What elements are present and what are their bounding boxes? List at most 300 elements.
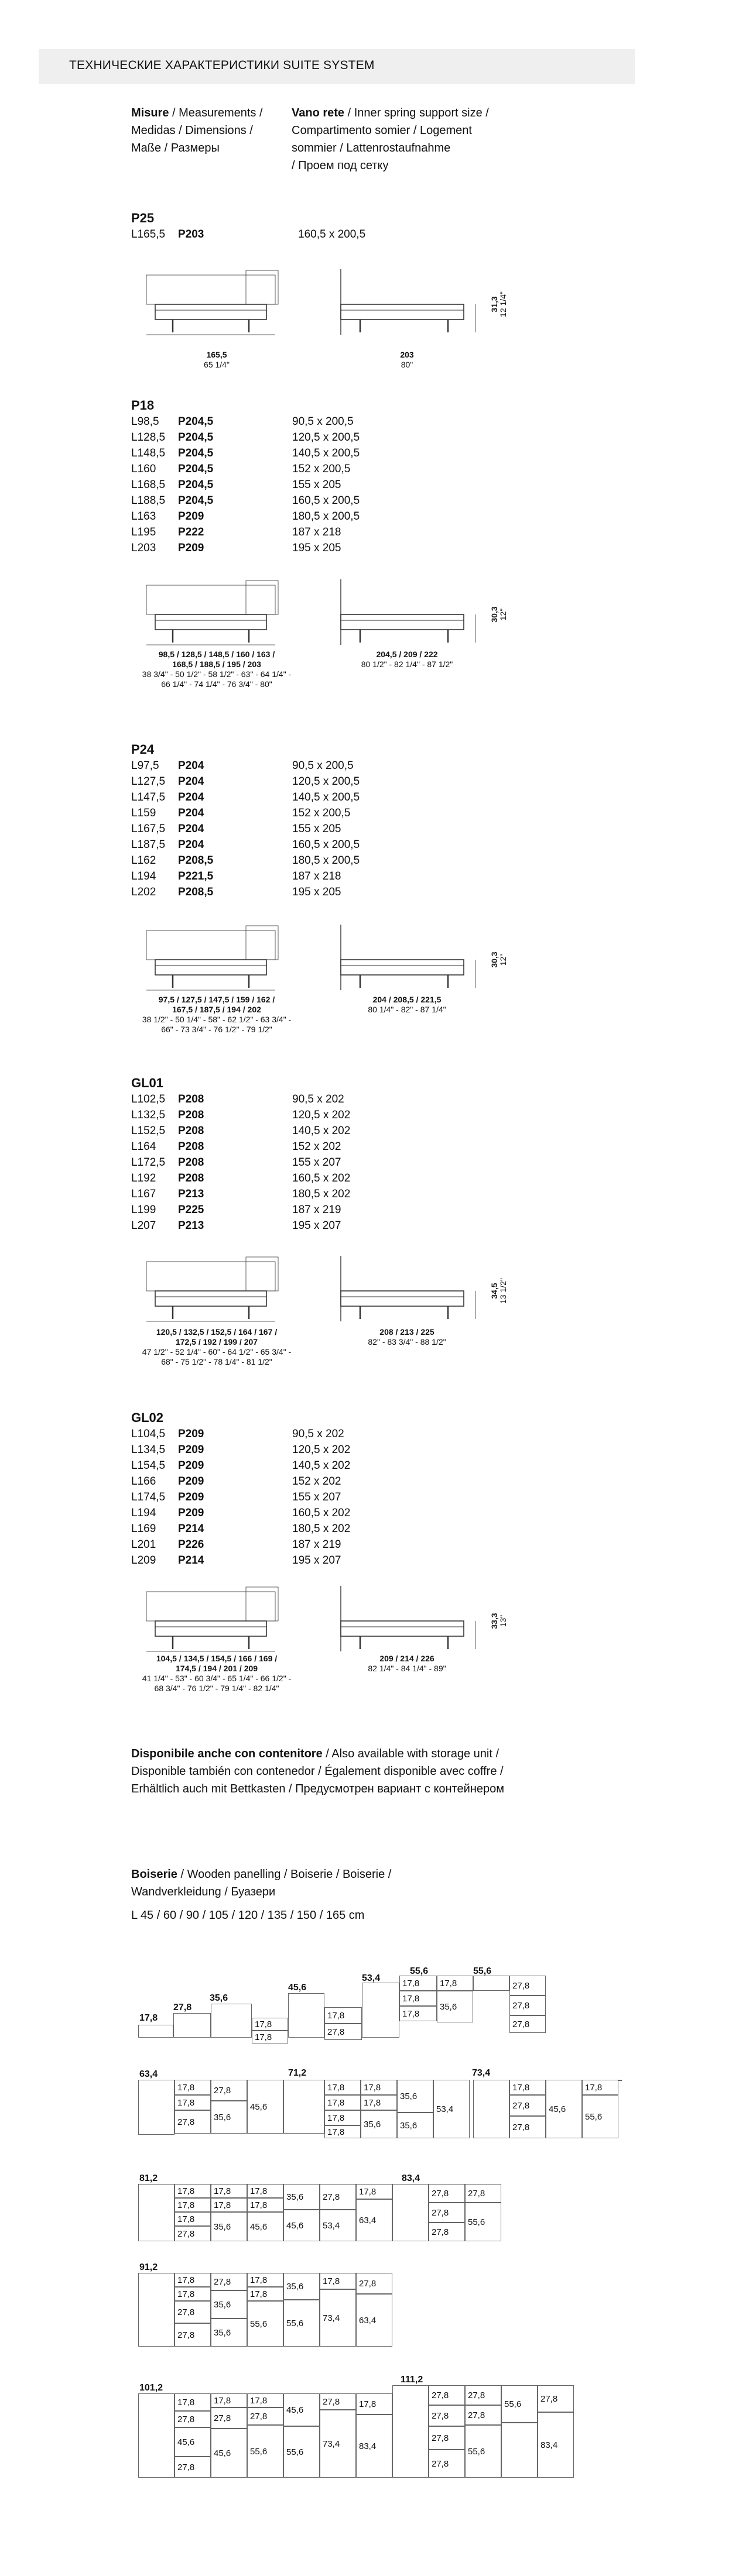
depth-value: P214 <box>178 1523 204 1535</box>
caption-line: 38 1/2" - 50 1/4" - 58" - 62 1/2" - 63 3/4" - <box>142 1015 292 1024</box>
grid-cell: 35,6 <box>211 2290 247 2319</box>
caption-line: 12 1/4" <box>498 291 508 317</box>
depth-value: P208 <box>178 1093 204 1105</box>
grid-cell: 17,8 <box>356 2393 392 2414</box>
caption-line: 165,5 <box>206 350 227 359</box>
length-value: L209 <box>131 1554 156 1567</box>
side-dimension-caption <box>328 1654 486 1674</box>
dimension-row <box>131 1125 424 1139</box>
grid-cell <box>283 2080 324 2134</box>
model-title: P18 <box>131 398 155 413</box>
depth-value: P225 <box>178 1204 204 1216</box>
spring-size-value: 120,5 x 200,5 <box>292 431 360 444</box>
grid-cell: 27,8 <box>211 2273 247 2290</box>
depth-value: P208 <box>178 1141 204 1153</box>
depth-value: P204,5 <box>178 431 214 444</box>
grid-cell: 27,8 <box>509 1995 546 2015</box>
length-value: L201 <box>131 1538 156 1551</box>
grid-cell: 27,8 <box>429 2223 465 2241</box>
caption-line: 208 / 213 / 225 <box>379 1327 434 1337</box>
spring-size-value: 155 x 207 <box>292 1156 341 1169</box>
spring-size-value: 187 x 219 <box>292 1538 341 1551</box>
spring-size-value: 155 x 205 <box>292 823 341 835</box>
model-title: P24 <box>131 742 155 757</box>
grid-height-label: 55,6 <box>473 1966 492 1976</box>
side-dimension-caption <box>328 350 486 370</box>
dimension-row <box>131 1172 424 1186</box>
dimension-row <box>131 1507 424 1521</box>
dimension-row <box>131 807 424 821</box>
length-value: L172,5 <box>131 1156 166 1169</box>
length-value: L134,5 <box>131 1444 166 1456</box>
grid-height-label: 35,6 <box>210 1993 228 2003</box>
grid-cell: 27,8 <box>429 2450 465 2478</box>
grid-cell: 45,6 <box>247 2212 283 2241</box>
caption-line: 12" <box>498 608 508 621</box>
grid-cell: 35,6 <box>437 1991 473 2022</box>
grid-cell: 35,6 <box>397 2113 433 2138</box>
grid-height-label: 63,4 <box>139 2069 158 2079</box>
grid-height-label: 17,8 <box>139 2013 158 2023</box>
vano-label-bold: Vano rete <box>292 107 345 119</box>
grid-cell: 83,4 <box>356 2414 392 2478</box>
grid-cell: 45,6 <box>546 2080 582 2138</box>
caption-line: 38 3/4" - 50 1/2" - 58 1/2" - 63" - 64 1/4" - <box>142 669 292 679</box>
depth-value: P208 <box>178 1109 204 1121</box>
grid-height-label: 91,2 <box>139 2262 158 2272</box>
grid-cell: 53,4 <box>320 2210 356 2241</box>
spring-size-value: 152 x 200,5 <box>292 807 351 819</box>
grid-cell <box>138 2025 173 2038</box>
grid-cell: 17,8 <box>437 1976 473 1991</box>
caption-line: 80 1/4" - 82" - 87 1/4" <box>368 1005 446 1014</box>
grid-cell: 17,8 <box>175 2198 211 2212</box>
dimension-row <box>131 870 424 884</box>
dimension-row <box>131 479 424 493</box>
grid-cell: 17,8 <box>509 2080 546 2095</box>
storage-bold: Disponibile anche con contenitore <box>131 1747 323 1760</box>
grid-cell: 27,8 <box>465 2405 501 2425</box>
grid-cell: 17,8 <box>175 2273 211 2287</box>
length-value: L188,5 <box>131 494 166 507</box>
grid-cell: 17,8 <box>320 2273 356 2289</box>
spring-size-value: 120,5 x 202 <box>292 1444 351 1456</box>
grid-cell: 63,4 <box>356 2294 392 2347</box>
caption-line: 104,5 / 134,5 / 154,5 / 166 / 169 / <box>156 1654 278 1663</box>
depth-value: P213 <box>178 1220 204 1232</box>
dimension-row <box>131 1188 424 1202</box>
grid-cell <box>138 2393 175 2478</box>
grid-height-label: 27,8 <box>173 2003 192 2012</box>
grid-height-label: 55,6 <box>410 1966 429 1976</box>
caption-line: 82" - 83 3/4" - 88 1/2" <box>368 1337 446 1347</box>
caption-line: 65 1/4" <box>204 360 230 369</box>
grid-cell: 17,8 <box>252 2031 288 2043</box>
grid-cell: 55,6 <box>247 2425 283 2478</box>
boiserie-title <box>131 1866 600 1901</box>
boiserie-line-1: / Wooden panelling / Boiserie / Boiserie / <box>177 1868 392 1881</box>
spring-size-value: 90,5 x 200,5 <box>292 415 354 428</box>
model-title: GL02 <box>131 1410 164 1425</box>
grid-cell: 27,8 <box>324 2024 362 2040</box>
spring-size-value: 160,5 x 200,5 <box>292 494 360 507</box>
grid-cell: 35,6 <box>283 2184 320 2210</box>
grid-cell: 17,8 <box>211 2198 247 2212</box>
grid-cell: 17,8 <box>247 2184 283 2198</box>
spring-size-value: 187 x 218 <box>292 526 341 538</box>
spring-size-value: 180,5 x 200,5 <box>292 854 360 867</box>
caption-line: 204,5 / 209 / 222 <box>376 650 438 659</box>
height-caption <box>490 597 508 632</box>
front-dimension-caption <box>123 650 310 689</box>
grid-cell: 45,6 <box>283 2210 320 2241</box>
length-value: L192 <box>131 1172 156 1184</box>
dimension-row <box>131 791 424 805</box>
spring-size-value: 90,5 x 202 <box>292 1428 344 1440</box>
depth-value: P213 <box>178 1188 204 1200</box>
grid-cell: 17,8 <box>324 2110 361 2125</box>
spring-size-value: 120,5 x 202 <box>292 1109 351 1121</box>
depth-value: P226 <box>178 1538 204 1551</box>
depth-value: P208 <box>178 1172 204 1184</box>
spring-size-value: 140,5 x 202 <box>292 1459 351 1472</box>
grid-cell: 55,6 <box>501 2385 538 2423</box>
dimension-row <box>131 1538 424 1553</box>
depth-value: P209 <box>178 1428 204 1440</box>
grid-cell <box>392 2184 429 2241</box>
spring-size-value: 195 x 205 <box>292 542 341 554</box>
storage-line-3: Erhältlich auch mit Bettkasten / Предусмотрен вариант с контейнером <box>131 1782 504 1795</box>
vano-rete-label <box>292 104 502 174</box>
spring-size-value: 160,5 x 200,5 <box>292 839 360 851</box>
grid-cell: 17,8 <box>211 2184 247 2198</box>
length-value: L104,5 <box>131 1428 166 1440</box>
grid-cell: 27,8 <box>175 2457 211 2478</box>
depth-value: P209 <box>178 542 204 554</box>
depth-value: P204,5 <box>178 479 214 491</box>
depth-value: P204,5 <box>178 494 214 507</box>
grid-height-label: 101,2 <box>139 2383 163 2393</box>
grid-cell <box>392 2385 429 2478</box>
spring-size-value: 187 x 218 <box>292 870 341 882</box>
length-value: L174,5 <box>131 1491 166 1503</box>
grid-cell: 17,8 <box>324 2125 361 2138</box>
spring-size-value: 155 x 207 <box>292 1491 341 1503</box>
dimension-row <box>131 1523 424 1537</box>
grid-cell: 35,6 <box>211 2101 247 2134</box>
grid-cell: 17,8 <box>211 2393 247 2407</box>
grid-cell: 17,8 <box>324 2007 362 2024</box>
grid-cell: 55,6 <box>465 2203 501 2241</box>
storage-line-2: Disponible también con contenedor / Également disponible avec coffre / <box>131 1765 504 1778</box>
vano-label-3: sommier / Lattenrostaufnahme <box>292 142 451 154</box>
grid-cell: 27,8 <box>429 2426 465 2450</box>
caption-line: 12" <box>498 953 508 966</box>
depth-value: P204 <box>178 791 204 803</box>
vano-label-2: Compartimento somier / Logement <box>292 124 472 137</box>
front-dimension-caption <box>123 1327 310 1367</box>
measurements-label-bold: Misure <box>131 107 169 119</box>
grid-height-label: 45,6 <box>288 1983 307 1993</box>
grid-cell: 45,6 <box>247 2080 283 2134</box>
length-value: L164 <box>131 1141 156 1153</box>
dimension-row <box>131 1554 424 1568</box>
grid-cell: 17,8 <box>247 2287 283 2301</box>
depth-value: P209 <box>178 510 204 523</box>
length-value: L166 <box>131 1475 156 1488</box>
grid-cell: 27,8 <box>356 2273 392 2294</box>
vano-label-1: / Inner spring support size / <box>344 107 489 119</box>
grid-cell: 17,8 <box>324 2095 361 2110</box>
grid-cell: 27,8 <box>538 2385 574 2412</box>
length-value: L154,5 <box>131 1459 166 1472</box>
depth-value: P204 <box>178 807 204 819</box>
caption-line: 68 3/4" - 76 1/2" - 79 1/4" - 82 1/4" <box>154 1684 279 1693</box>
spring-size-value: 195 x 205 <box>292 886 341 898</box>
grid-cell: 17,8 <box>399 2006 437 2021</box>
caption-line: 13 1/2" <box>498 1278 508 1304</box>
dimension-row <box>131 1428 424 1442</box>
length-value: L127,5 <box>131 775 166 788</box>
spring-size-value: 187 x 219 <box>292 1204 341 1216</box>
length-value: L202 <box>131 886 156 898</box>
caption-line: 68" - 75 1/2" - 78 1/4" - 81 1/2" <box>161 1357 272 1366</box>
depth-value: P208 <box>178 1156 204 1169</box>
caption-line: 13" <box>498 1615 508 1627</box>
grid-cell: 17,8 <box>247 2198 283 2212</box>
spring-size-value: 140,5 x 200,5 <box>292 447 360 459</box>
caption-line: 82 1/4" - 84 1/4" - 89" <box>368 1664 446 1673</box>
side-dimension-caption <box>328 1327 486 1347</box>
length-value: L203 <box>131 542 156 554</box>
length-value: L102,5 <box>131 1093 166 1105</box>
depth-value: P208,5 <box>178 886 214 898</box>
grid-cell: 27,8 <box>211 2080 247 2101</box>
spring-size-value: 160,5 x 202 <box>292 1172 351 1184</box>
spring-size-value: 195 x 207 <box>292 1554 341 1567</box>
caption-line: 97,5 / 127,5 / 147,5 / 159 / 162 / <box>158 995 275 1004</box>
grid-cell: 53,4 <box>433 2080 470 2138</box>
grid-cell: 55,6 <box>283 2426 320 2478</box>
grid-cell: 83,4 <box>538 2412 574 2478</box>
dimension-row <box>131 542 424 556</box>
bed-side-drawing <box>328 263 486 357</box>
grid-cell: 17,8 <box>247 2273 283 2287</box>
dimension-row <box>131 854 424 868</box>
length-value: L167,5 <box>131 823 166 835</box>
grid-cell: 17,8 <box>175 2212 211 2226</box>
caption-line: 31,3 <box>490 296 499 312</box>
model-title: P25 <box>131 211 155 225</box>
length-value: L160 <box>131 463 156 475</box>
grid-height-label: 73,4 <box>472 2068 491 2078</box>
grid-cell: 45,6 <box>175 2427 211 2457</box>
length-value: L207 <box>131 1220 156 1232</box>
depth-value: P214 <box>178 1554 204 1567</box>
length-value: L199 <box>131 1204 156 1216</box>
grid-cell: 45,6 <box>211 2429 247 2478</box>
model-title: GL01 <box>131 1076 164 1090</box>
caption-line: 66 1/4" - 74 1/4" - 76 3/4" - 80" <box>161 679 272 689</box>
depth-value: P208,5 <box>178 854 214 867</box>
caption-line: 30,3 <box>490 952 499 968</box>
grid-height-label: 53,4 <box>362 1973 381 1983</box>
grid-cell: 17,8 <box>324 2080 361 2095</box>
caption-line: 33,3 <box>490 1613 499 1629</box>
grid-cell <box>362 1983 399 2038</box>
grid-cell: 27,8 <box>465 2385 501 2405</box>
spring-size-value: 152 x 202 <box>292 1141 341 1153</box>
spring-size-value: 90,5 x 202 <box>292 1093 344 1105</box>
spring-size-value: 180,5 x 202 <box>292 1188 351 1200</box>
length-value: L147,5 <box>131 791 166 803</box>
grid-cell: 17,8 <box>247 2393 283 2407</box>
depth-value: P209 <box>178 1444 204 1456</box>
grid-cell: 27,8 <box>509 2015 546 2033</box>
grid-cell: 17,8 <box>252 2018 288 2031</box>
spring-size-value: 140,5 x 200,5 <box>292 791 360 803</box>
length-value: L168,5 <box>131 479 166 491</box>
grid-cell <box>173 2013 211 2038</box>
length-value: L159 <box>131 807 156 819</box>
height-caption <box>490 942 508 977</box>
vano-label-4: / Проем под сетку <box>292 159 389 172</box>
length-value: L148,5 <box>131 447 166 459</box>
dimension-row <box>131 1204 424 1218</box>
grid-cell: 27,8 <box>509 2095 546 2116</box>
caption-line: 203 <box>400 350 414 359</box>
grid-cell: 27,8 <box>175 2301 211 2323</box>
depth-value: P208 <box>178 1125 204 1137</box>
grid-cell: 63,4 <box>356 2199 392 2241</box>
bed-front-drawing <box>141 263 293 357</box>
length-value: L97,5 <box>131 760 159 772</box>
length-value: L169 <box>131 1523 156 1535</box>
height-caption <box>490 1273 508 1308</box>
spring-size-value: 155 x 205 <box>292 479 341 491</box>
caption-line: 41 1/4" - 53" - 60 3/4" - 65 1/4" - 66 1/2" - <box>142 1674 292 1683</box>
spring-size-value: 120,5 x 200,5 <box>292 775 360 788</box>
depth-value: P209 <box>178 1475 204 1488</box>
grid-cell: 17,8 <box>175 2393 211 2411</box>
grid-cell <box>288 1993 324 2038</box>
grid-cell <box>501 2423 538 2478</box>
grid-cell <box>138 2273 175 2347</box>
grid-cell: 27,8 <box>175 2411 211 2427</box>
page-title: ТЕХНИЧЕСКИЕ ХАРАКТЕРИСТИКИ SUITE SYSTEM <box>69 59 375 72</box>
depth-value: P209 <box>178 1491 204 1503</box>
spring-size-value: 180,5 x 200,5 <box>292 510 360 523</box>
dimension-row <box>131 1093 424 1107</box>
dimension-row <box>131 494 424 509</box>
depth-value: P204,5 <box>178 415 214 428</box>
spring-size-value: 152 x 200,5 <box>292 463 351 475</box>
grid-cell: 35,6 <box>211 2319 247 2347</box>
grid-cell <box>211 2004 252 2038</box>
grid-cell: 17,8 <box>175 2184 211 2198</box>
grid-cell: 17,8 <box>356 2184 392 2199</box>
caption-line: 168,5 / 188,5 / 195 / 203 <box>172 660 261 669</box>
dimension-row <box>131 886 424 900</box>
boiserie-bold: Boiserie <box>131 1868 177 1881</box>
grid-cell: 55,6 <box>247 2301 283 2347</box>
side-dimension-caption <box>328 995 486 1015</box>
depth-value: P204 <box>178 839 204 851</box>
grid-cell: 35,6 <box>397 2080 433 2113</box>
grid-cell: 17,8 <box>361 2095 397 2110</box>
front-dimension-caption <box>123 995 310 1035</box>
caption-line: 120,5 / 132,5 / 152,5 / 164 / 167 / <box>156 1327 278 1337</box>
spring-size-value: 160,5 x 202 <box>292 1507 351 1519</box>
dimension-row <box>131 447 424 461</box>
dimension-row <box>131 1444 424 1458</box>
spring-size-value: 180,5 x 202 <box>292 1523 351 1535</box>
grid-cell <box>473 2080 509 2138</box>
storage-line-1: / Also available with storage unit / <box>322 1747 499 1760</box>
grid-cell <box>138 2184 175 2241</box>
grid-cell: 27,8 <box>320 2184 356 2210</box>
grid-cell: 35,6 <box>361 2110 397 2138</box>
grid-cell: 17,8 <box>582 2080 618 2095</box>
length-value: L165,5 <box>131 228 166 241</box>
spring-size-value: 140,5 x 202 <box>292 1125 351 1137</box>
dimension-row <box>131 1475 424 1489</box>
grid-cell: 17,8 <box>399 1976 437 1991</box>
caption-line: 209 / 214 / 226 <box>379 1654 434 1663</box>
boiserie-line-2: Wandverkleidung / Буазери <box>131 1885 276 1898</box>
grid-cell: 17,8 <box>175 2095 211 2110</box>
spring-size-value: 195 x 207 <box>292 1220 341 1232</box>
grid-cell: 27,8 <box>247 2407 283 2425</box>
caption-line: 172,5 / 192 / 199 / 207 <box>175 1337 258 1347</box>
grid-cell: 27,8 <box>320 2393 356 2410</box>
depth-value: P204 <box>178 775 204 788</box>
dimension-row <box>131 823 424 837</box>
dimension-row <box>131 1141 424 1155</box>
grid-cell: 27,8 <box>509 2116 546 2138</box>
grid-cell: 73,4 <box>320 2410 356 2478</box>
length-value: L98,5 <box>131 415 159 428</box>
depth-value: P209 <box>178 1507 204 1519</box>
grid-height-label: 71,2 <box>288 2068 307 2078</box>
length-value: L167 <box>131 1188 156 1200</box>
grid-cell: 55,6 <box>582 2095 618 2138</box>
dimension-row <box>131 415 424 430</box>
length-value: L187,5 <box>131 839 166 851</box>
caption-line: 34,5 <box>490 1283 499 1299</box>
measurements-label-3: Maße / Размеры <box>131 142 220 154</box>
grid-cell: 17,8 <box>175 2080 211 2095</box>
depth-value: P221,5 <box>178 870 214 882</box>
dimension-row <box>131 1109 424 1123</box>
depth-value: P204 <box>178 823 204 835</box>
measurements-label-2: Medidas / Dimensions / <box>131 124 253 137</box>
caption-line: 204 / 208,5 / 221,5 <box>372 995 442 1004</box>
length-value: L194 <box>131 1507 156 1519</box>
dimension-row <box>131 431 424 445</box>
grid-cell: 27,8 <box>429 2385 465 2405</box>
grid-cell: 27,8 <box>175 2323 211 2347</box>
grid-cell: 27,8 <box>211 2407 247 2429</box>
dimension-row <box>131 463 424 477</box>
caption-line: 47 1/2" - 52 1/4" - 60" - 64 1/2" - 65 3/4" - <box>142 1347 292 1356</box>
depth-value: P222 <box>178 526 204 538</box>
spring-size-value: 90,5 x 200,5 <box>292 760 354 772</box>
grid-cell <box>473 1976 509 1991</box>
length-value: L195 <box>131 526 156 538</box>
dimension-row <box>131 1459 424 1474</box>
storage-note <box>131 1745 658 1798</box>
